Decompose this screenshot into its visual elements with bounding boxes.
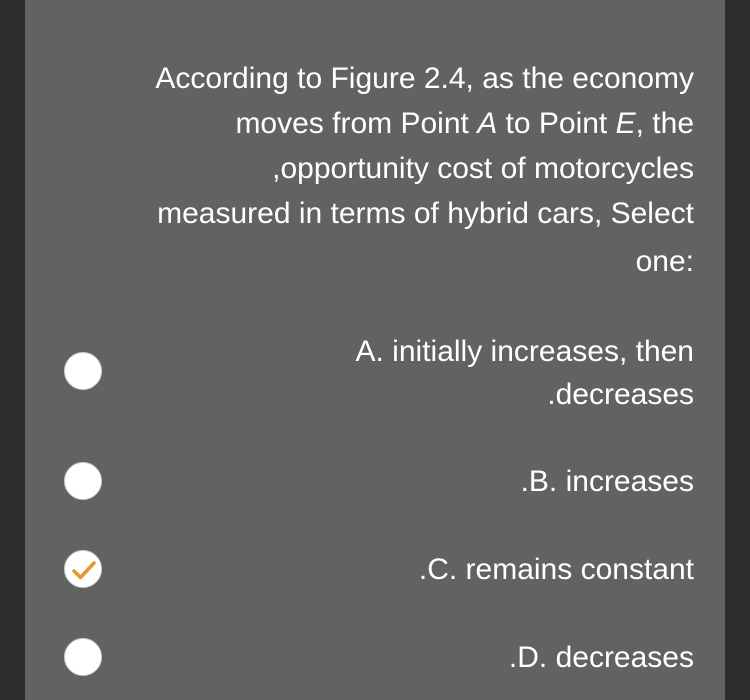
question-line-2b: to Point [497, 107, 616, 140]
question-line-4: measured in terms of hybrid cars, Select [157, 197, 694, 230]
question-line-2a: moves from Point [235, 107, 478, 140]
option-b[interactable] [25, 460, 725, 505]
option-a-line-2: .decreases [547, 378, 694, 411]
checkmark-icon [65, 551, 103, 589]
option-b-label [521, 460, 694, 503]
option-b-line-1: .B. increases [520, 465, 694, 498]
radio-button-b[interactable] [64, 462, 102, 500]
question-line-2c: , the [635, 107, 694, 140]
option-d-label [509, 636, 694, 679]
question-line-3: opportunity cost of motorcycles, [272, 152, 694, 185]
option-d-line-1: .D. decreases [508, 641, 694, 674]
point-a-label: A [477, 107, 498, 140]
option-c-label [419, 548, 694, 591]
option-a[interactable] [25, 330, 725, 420]
option-d[interactable] [25, 636, 725, 681]
question-line-5: :one [635, 245, 694, 278]
option-c-line-1: .C. remains constant [418, 553, 694, 586]
question-line-2 [80, 101, 694, 146]
question-line-1: According to Figure 2.4, as the economy [155, 62, 694, 95]
option-a-line-1: A. initially increases, then [355, 335, 694, 368]
radio-button-d[interactable] [64, 638, 102, 676]
point-e-label: E [615, 107, 636, 140]
option-a-label [356, 330, 695, 416]
question-card [25, 0, 725, 700]
option-c[interactable] [25, 548, 725, 593]
radio-button-c[interactable] [64, 550, 102, 588]
radio-button-a[interactable] [64, 352, 102, 390]
question-text [80, 56, 694, 284]
